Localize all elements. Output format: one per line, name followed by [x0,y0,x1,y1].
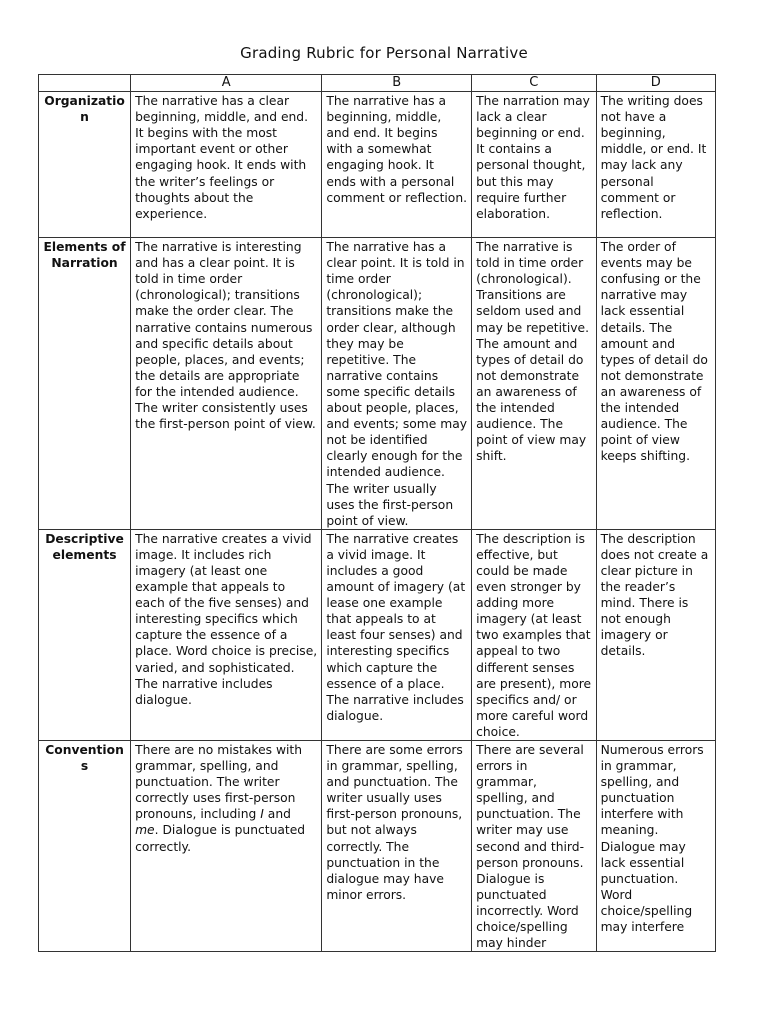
cell-narration-b: The narrative has a clear point. It is told in time order (chronological); transitions make the order clear, although they may be repetitive. The narrative contains some specific details about people, places, and events; some may not be identified clearly enough for the intended audience. The writer usually uses the first-person point of view. [322,238,472,530]
cell-conventions-d: Numerous errors in grammar, spelling, and punctuation interfere with meaning. Dialogue may lack essential punctuation. Word choice/spelling may interfere [596,741,715,952]
column-header-blank [39,75,131,92]
cell-descriptive-c: The description is effective, but could be made even stronger by adding more imagery (at least two examples that appeal to two different senses are present), more specifics and/ or more careful word choice. [472,529,596,740]
conventions-a-text-1: There are no mistakes with grammar, spelling, and punctuation. The writer correctly uses first-person pronouns, including [135,743,303,822]
cell-descriptive-a: The narrative creates a vivid image. It includes rich imagery (at least one example that appeals to each of the five senses) and interesting specifics which capture the essence of a place. Word choice is precise, varied, and sophisticated. The narrative includes dialogue. [131,529,322,740]
pronoun-me: me [135,823,155,838]
criterion-elements-of-narration: Elements of Narration [39,238,131,530]
row-descriptive-elements [39,529,716,740]
cell-narration-a: The narrative is interesting and has a clear point. It is told in time order (chronological); transitions make the order clear. The narrative contains numerous and specific details about people, places, and events; the details are appropriate for the intended audience. The writer consistently uses the first-person point of view. [131,238,322,530]
column-header-c: C [472,75,596,92]
column-header-b: B [322,75,472,92]
cell-narration-d: The order of events may be confusing or the narrative may lack essential details. The amount and types of detail do not demonstrate an awareness of the intended audience. The point of view keeps shifting. [596,238,715,530]
cell-conventions-c: There are several errors in grammar, spelling, and punctuation. The writer may use second and third-person pronouns. Dialogue is punctuated incorrectly. Word choice/spelling may hinder [472,741,596,952]
cell-descriptive-d: The description does not create a clear picture in the reader’s mind. There is not enough imagery or details. [596,529,715,740]
row-organization [39,92,716,238]
cell-organization-c: The narration may lack a clear beginning or end. It contains a personal thought, but this may require further elaboration. [472,92,596,238]
page-title: Grading Rubric for Personal Narrative [240,44,528,62]
rubric-table [38,74,716,952]
cell-conventions-b: There are some errors in grammar, spelling, and punctuation. The writer usually uses first-person pronouns, but not always correctly. The punctuation in the dialogue may have minor errors. [322,741,472,952]
row-conventions [39,741,716,952]
cell-organization-a: The narrative has a clear beginning, middle, and end. It begins with the most important event or other engaging hook. It ends with the writer’s feelings or thoughts about the experience. [131,92,322,238]
header-row [39,75,716,92]
cell-descriptive-b: The narrative creates a vivid image. It includes a good amount of imagery (at lease one example that appeals to at least four senses) and interesting specifics which capture the essence of a place. The narrative includes dialogue. [322,529,472,740]
pronoun-i: I [260,807,264,822]
column-header-a: A [131,75,322,92]
cell-organization-b: The narrative has a beginning, middle, and end. It begins with a somewhat engaging hook. It ends with a personal comment or reflection. [322,92,472,238]
conventions-a-text-3: . Dialogue is punctuated correctly. [135,823,306,854]
column-header-d: D [596,75,715,92]
criterion-conventions: Conventions [39,741,131,952]
cell-narration-c: The narrative is told in time order (chronological). Transitions are seldom used and may be repetitive. The amount and types of detail do not demonstrate an awareness of the intended audience. The point of view may shift. [472,238,596,530]
conventions-a-text-2: and [263,807,291,822]
criterion-descriptive-elements: Descriptive elements [39,529,131,740]
cell-organization-d: The writing does not have a beginning, middle, or end. It may lack any personal comment or reflection. [596,92,715,238]
criterion-organization: Organization [39,92,131,238]
cell-conventions-a [131,741,322,952]
row-elements-of-narration [39,238,716,530]
